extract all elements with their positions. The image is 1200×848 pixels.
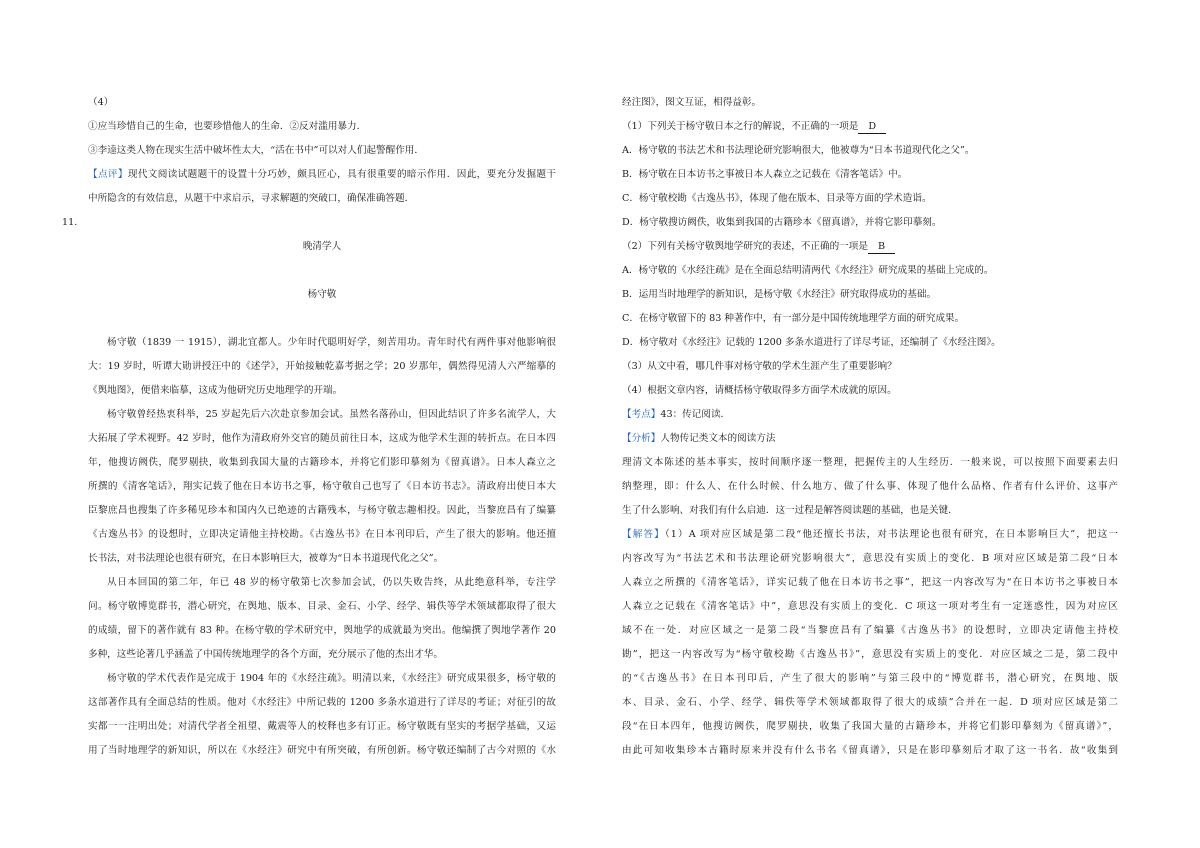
comment-tag: 【点评】 (88, 169, 128, 180)
solution-line: 勘”，把这一内容改写为“杨守敬校勘《古逸丛书》”，意思没有实质上的变化．对应区域之二是，第二段中 (622, 649, 1118, 660)
analysis-line: 理清文本陈述的基本事实，按时间顺序逐一整理，把握传主的人生经历．一般来说，可以按照下面要素去归 (622, 457, 1118, 468)
para2-line: 大拓展了学术视野。42 岁时，他作为清政府外交官的随员前往日本，这成为他学术生涯的转折点。在日本四 (88, 433, 556, 444)
question-3: （3）从文中看，哪几件事对杨守敬的学术生涯产生了重要影响？ (622, 361, 897, 372)
para3-line: 的成绩，留下的著作就有 83 种。在杨守敬的学术研究中，舆地学的成就最为突出。他编撰了舆地学著作 20 (88, 625, 556, 636)
comment-line-2: 中所隐含的有效信息，从题干中求启示，寻求解题的突破口，确保准确答题． (88, 193, 415, 204)
solution-line: 本、目录、金石、小学、经学、辑佚等学术领域都取得了很大的成绩”合并在一起．D 项对应区域是第二 (622, 697, 1118, 708)
fenxi-tag: 【分析】 (622, 433, 661, 444)
option-2a: A．杨守敬的《水经注疏》是在全面总结明清两代《水经注》研究成果的基础上完成的。 (622, 265, 994, 276)
option-2b: B．运用当时地理学的新知识，是杨守敬《水经注》研究取得成功的基础。 (622, 289, 937, 300)
para3-line: 多种，这些论著几乎涵盖了中国传统地理学的各个方面，充分展示了他的杰出才华。 (88, 649, 443, 660)
para4-line: 用了当时地理学的新知识，所以在《水经注》研究中有所突破，有所创新。杨守敬还编制了古今对照的《水 (88, 745, 556, 756)
question-2: （2）下列有关杨守敬舆地学研究的表述，不正确的一项是 B (622, 241, 895, 254)
question-number: 11. (62, 217, 78, 228)
solution-line: 【解答】（1）A 项对应区域是第二段“他还擅长书法，对书法理论也很有研究，在日本影响巨大”，把这一 (622, 529, 1119, 540)
kaodian-tag: 【考点】 (622, 409, 661, 420)
para2-line: 所撰的《清客笔话》，翔实记载了他在日本访书之事，杨守敬自己也写了《日本访书志》。清政府出使日本大 (88, 481, 556, 492)
answer-line-1: ①应当珍惜自己的生命，也要珍惜他人的生命．②反对滥用暴力． (88, 121, 367, 132)
option-2c: C．在杨守敬留下的 83 种著作中，有一部分是中国传统地理学方面的研究成果。 (622, 313, 965, 324)
knowledge-point: 【考点】43：传记阅读． (622, 409, 731, 420)
solution-line: 人森立之所撰的《清客笔话》，详实记载了他在日本访书之事”，把这一内容改写为“在日本访书之事被日本 (622, 577, 1118, 588)
solution-line: 由此可知收集珍本古籍时原来并没有什么书名《留真谱》，只是在影印摹刻后才取了这一书名．故“收集到 (622, 745, 1118, 756)
article-title: 晚清学人 (302, 241, 342, 252)
para2-line: 年，他搜访阙佚，爬罗剔抉，收集到我国大量的古籍珍本，并将它们影印摹刻为《留真谱》。日本人森立之 (88, 457, 556, 468)
solution-line: 段“在日本四年，他搜访阙佚，爬罗剔抉，收集了我国大量的古籍珍本，并将它们影印摹刻为《留真谱》”， (622, 721, 1118, 732)
para1-line: 杨守敬（1839 一 1915），湖北宜都人。少年时代聪明好学，刻苦用功。青年时代有两件事对他影响很 (107, 337, 556, 348)
option-2d: D．杨守敬对《水经注》记载的 1200 多条水道进行了详尽考证，还编制了《水经注图》。 (622, 337, 1001, 348)
para4-continuation: 经注图》，图文互证，相得益彰。 (622, 97, 762, 108)
question-4: （4）根据文章内容，请概括杨守敬取得多方面学术成就的原因。 (622, 385, 897, 396)
comment-line-1: 【点评】现代文阅读试题题干的设置十分巧妙，颇具匠心，具有很重要的暗示作用．因此，要充分发掘题干 (88, 169, 557, 180)
para1-line: 《舆地图》，便借来临摹，这成为他研究历史地理学的开端。 (88, 385, 343, 396)
para4-line: 杨守敬的学术代表作是完成于 1904 年的《水经注疏》。明清以来，《水经注》研究成果很多，杨守敬的 (107, 673, 556, 684)
para3-line: 问。杨守敬博览群书，潜心研究，在舆地、版本、目录、金石、小学、经学、辑佚等学术领域都取得了很大 (88, 601, 556, 612)
para2-line: 《古逸丛书》的设想时，立即决定请他主持校勘。《古逸丛书》在日本刊印后，产生了很大的影响。他还擅 (88, 529, 556, 540)
solution-line: 的“《古逸丛书》在日本刊印后，产生了很大的影响”与第三段中的“博览群书，潜心研究，在舆地、版 (622, 673, 1118, 684)
para4-line: 实都一一注明出处；对清代学者全祖望、戴震等人的校释也多有订正。杨守敬既有坚实的考据学基础，又运 (88, 721, 556, 732)
solution-line: 内容改写为“书法艺术和书法理论研究影响很大”，意思没有实质上的变化．B 项对应区域是第二段“日本 (622, 553, 1118, 564)
answer-blank-1: D (858, 121, 886, 134)
solution-line: 人森立之记载在《清客笔话》中”，意思没有实质上的变化．C 项这一项对考生有一定迷惑性，因为对应区 (622, 601, 1118, 612)
para2-line: 臣黎庶昌也搜集了许多稀见珍本和国内久已绝迹的古籍残本，与杨守敬志趣相投。因此，当黎庶昌有了编纂 (88, 505, 556, 516)
option-1c: C．杨守敬校勘《古逸丛书》，体现了他在版本、目录等方面的学术造诣。 (622, 193, 932, 204)
option-1d: D．杨守敬搜访阙佚，收集到我国的古籍珍本《留真谱》，并将它影印摹刻。 (622, 217, 942, 228)
article-subtitle: 杨守敬 (307, 289, 337, 300)
answer-label-4: （4） (88, 97, 114, 108)
answer-blank-2: B (868, 241, 895, 254)
analysis-line: 纳整理，即：什么人、在什么时候、什么地方、做了什么事、体现了他什么品格、作者有什么评价、这事产 (622, 481, 1118, 492)
solution-line: 域不在一处．对应区域之一是第二段“当黎庶昌有了编纂《古逸丛书》的设想时，立即决定请他主持校 (622, 625, 1118, 636)
para2-line: 杨守敬曾经热衷科举，25 岁起先后六次赴京参加会试。虽然名落孙山，但因此结识了许多名流学人，大 (107, 409, 556, 420)
analysis-heading: 【分析】人物传记类文本的阅读方法 (622, 433, 776, 444)
question-1: （1）下列关于杨守敬日本之行的解说，不正确的一项是 D (622, 121, 886, 134)
para3-line: 从日本回国的第二年，年已 48 岁的杨守敬第七次参加会试，仍以失败告终，从此绝意科举，专注学 (107, 577, 556, 588)
option-1b: B．杨守敬在日本访书之事被日本人森立之记载在《清客笔话》中。 (622, 169, 908, 180)
answer-line-2: ③李逵这类人物在现实生活中破坏性太大，“活在书中”可以对人们起警醒作用． (88, 145, 424, 156)
option-1a: A．杨守敬的书法艺术和书法理论研究影响很大，他被尊为“日本书道现代化之父”。 (622, 145, 975, 156)
para1-line: 大：19 岁时，听谭大勋讲授汪中的《述学》，开始接触乾嘉考据之学；20 岁那年，偶然得见清人六严缩摹的 (88, 361, 556, 372)
analysis-line: 生了什么影响、对我们有什么启迪．这一过程是解答阅读题的基础，也是关键． (622, 505, 958, 516)
para4-line: 这部著作具有全面总结的性质。他对《水经注》中所记载的 1200 多条水道进行了详尽的考证；对征引的故 (88, 697, 556, 708)
para2-line: 长书法，对书法理论也很有研究，在日本影响巨大，被尊为“日本书道现代化之父”。 (88, 553, 444, 564)
jieda-tag: 【解答】 (622, 529, 665, 540)
